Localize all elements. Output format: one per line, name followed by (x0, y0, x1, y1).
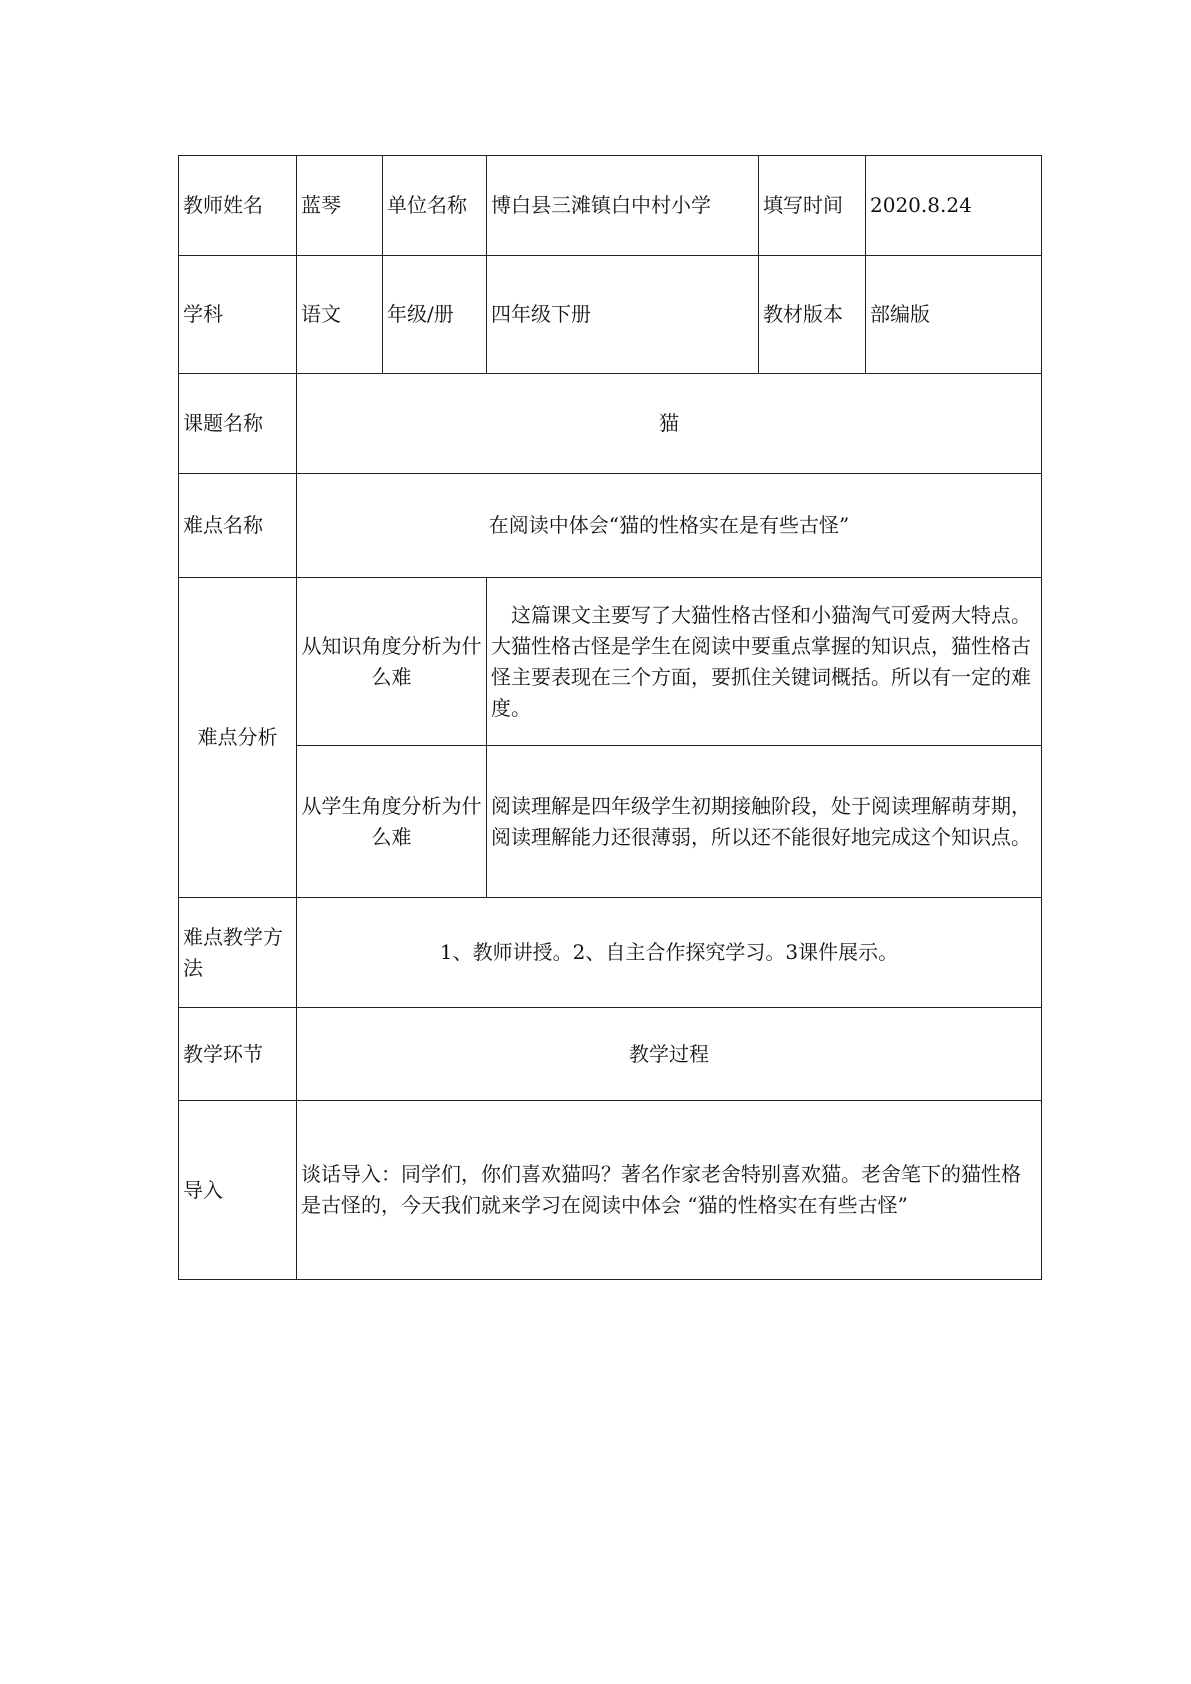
subject-label: 学科 (179, 256, 297, 374)
lesson-plan-table (178, 155, 1042, 1280)
teacher-name-label: 教师姓名 (179, 156, 297, 256)
student-angle-label: 从学生角度分析为什么难 (297, 746, 487, 898)
teacher-name-value: 蓝琴 (297, 156, 383, 256)
analysis-row-student (179, 746, 1042, 898)
fill-date-label: 填写时间 (759, 156, 866, 256)
topic-value: 猫 (297, 374, 1042, 474)
grade-label: 年级/册 (383, 256, 487, 374)
topic-row (179, 374, 1042, 474)
analysis-row-knowledge (179, 578, 1042, 746)
method-row (179, 898, 1042, 1008)
method-value: 1、教师讲授。2、自主合作探究学习。3课件展示。 (297, 898, 1042, 1008)
process-header-row (179, 1008, 1042, 1101)
topic-label: 课题名称 (179, 374, 297, 474)
unit-name-value: 博白县三滩镇白中村小学 (487, 156, 759, 256)
fill-date-value: 2020.8.24 (866, 156, 1042, 256)
intro-row (179, 1101, 1042, 1280)
method-label: 难点教学方法 (179, 898, 297, 1008)
subject-value: 语文 (297, 256, 383, 374)
process-header-value: 教学过程 (297, 1008, 1042, 1101)
unit-name-label: 单位名称 (383, 156, 487, 256)
grade-value: 四年级下册 (487, 256, 759, 374)
knowledge-angle-label: 从知识角度分析为什么难 (297, 578, 487, 746)
difficulty-value: 在阅读中体会“猫的性格实在是有些古怪” (297, 474, 1042, 578)
info-row-subject (179, 256, 1042, 374)
process-stage-label: 教学环节 (179, 1008, 297, 1101)
knowledge-angle-text: 这篇课文主要写了大猫性格古怪和小猫淘气可爱两大特点。大猫性格古怪是学生在阅读中要重点掌握的知识点，猫性格古怪主要表现在三个方面，要抓住关键词概括。所以有一定的难度。 (487, 578, 1042, 746)
difficulty-label: 难点名称 (179, 474, 297, 578)
edition-label: 教材版本 (759, 256, 866, 374)
analysis-label: 难点分析 (179, 578, 297, 898)
difficulty-row (179, 474, 1042, 578)
intro-label: 导入 (179, 1101, 297, 1280)
student-angle-text: 阅读理解是四年级学生初期接触阶段，处于阅读理解萌芽期，阅读理解能力还很薄弱，所以还不能很好地完成这个知识点。 (487, 746, 1042, 898)
edition-value: 部编版 (866, 256, 1042, 374)
info-row-teacher (179, 156, 1042, 256)
intro-value: 谈话导入：同学们，你们喜欢猫吗？著名作家老舍特别喜欢猫。老舍笔下的猫性格是古怪的，今天我们就来学习在阅读中体会 “猫的性格实在有些古怪” (297, 1101, 1042, 1280)
